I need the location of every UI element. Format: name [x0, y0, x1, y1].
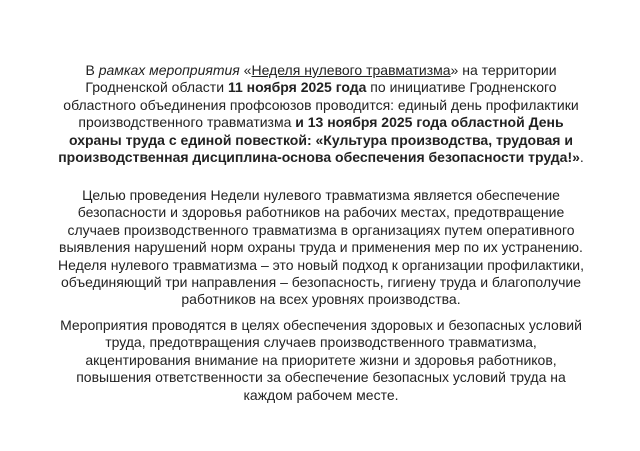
date-bold-1: 11 ноября 2025 года	[227, 79, 367, 96]
event-name-underlined: Неделя нулевого травматизма	[251, 62, 451, 78]
intro-text-1: В	[85, 62, 99, 78]
intro-paragraph	[58, 62, 584, 166]
goals-paragraph: Мероприятия проводятся в целях обеспечения здоровых и безопасных условий труда, предотвращения случаев производственного травматизма, акцентирования внимание на приоритете жизни и здоровья работников, повышения ответственности за обеспечение безопасных условий труда на каждом рабочем месте.	[60, 317, 582, 403]
intro-text-5: .	[579, 149, 584, 166]
labor-day-bold: и 13 ноября 2025 года областной День охраны труда с единой повесткой: «Культура производства, трудовая и производственная дисциплина-основа обеспечения безопасности труда!»	[58, 114, 580, 166]
intro-text-3: » на территории Гродненской области	[85, 62, 557, 96]
intro-text-2: «	[239, 62, 252, 78]
intro-text-4: по инициативе Гродненского областного объединения профсоюзов проводится: единый день профилактики производственного травматизма	[63, 79, 579, 131]
intro-italic-text: рамках мероприятия	[98, 62, 240, 78]
purpose-paragraph: Целью проведения Недели нулевого травматизма является обеспечение безопасности и здоровья работников на рабочих местах, предотвращение случаев производственного травматизма в организациях путем оперативного выявления нарушений норм охраны труда и применения мер по их устранению. Неделя нулевого травматизма – это новый подход к организации профилактики, объединяющий три направления – безопасность, гигиену труда и благополучие работников на всех уровнях производства.	[58, 187, 585, 308]
